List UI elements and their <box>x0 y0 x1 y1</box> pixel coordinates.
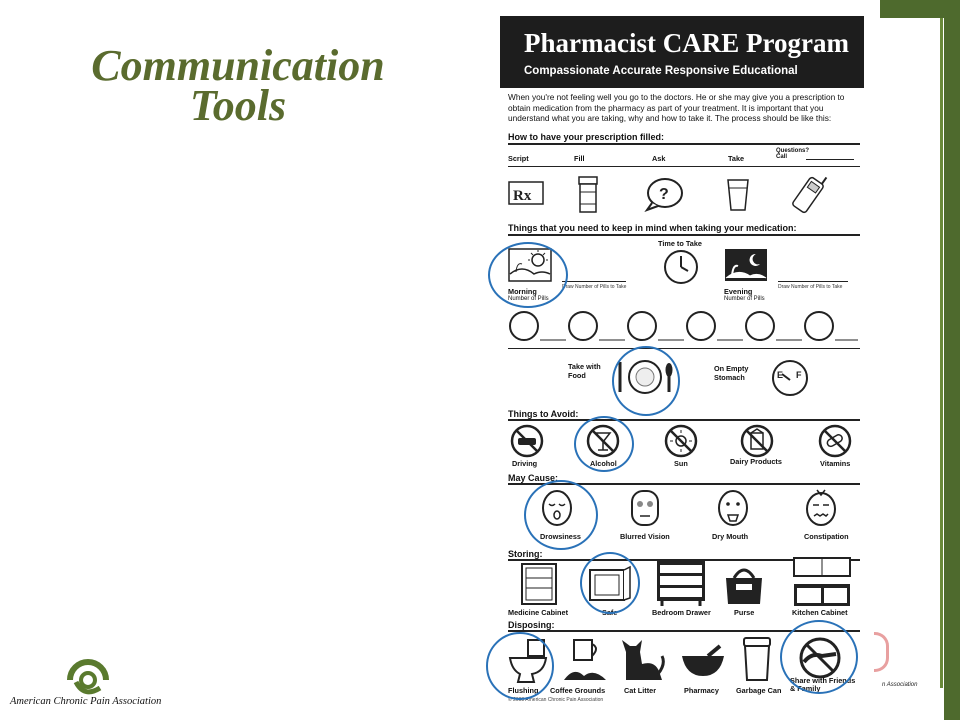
cause-dry-mouth-label: Dry Mouth <box>712 532 749 541</box>
no-sun-icon <box>664 424 698 458</box>
divider <box>508 166 860 167</box>
store-purse-label: Purse <box>734 608 755 617</box>
section-prescription-heading: How to have your prescription filled: <box>508 132 665 142</box>
section-keep-in-mind-heading: Things that you need to keep in mind when taking your medication: <box>508 223 797 233</box>
time-to-take-label: Time to Take <box>658 239 702 248</box>
step-ask-label: Ask <box>652 154 666 163</box>
garbage-can-icon <box>740 636 774 682</box>
draw-pills-hint: Draw Number of Pills to Take <box>778 284 843 290</box>
dry-mouth-face-icon <box>716 488 750 528</box>
question-bubble-icon <box>644 176 684 212</box>
store-kitchen-label: Kitchen Cabinet <box>792 608 848 617</box>
morning-label: Morning <box>508 287 537 296</box>
highlight-circle-morning <box>488 242 568 308</box>
no-vitamins-icon <box>818 424 852 458</box>
clock-row-icons <box>508 310 860 344</box>
cause-constipation-label: Constipation <box>804 532 849 541</box>
avoid-driving-label: Driving <box>512 459 538 468</box>
acpa-logo-icon <box>60 658 120 698</box>
handout-title: Pharmacist CARE Program <box>524 28 849 58</box>
dispose-garbage-label: Garbage Can <box>736 686 782 695</box>
section-avoid-heading: Things to Avoid: <box>508 409 579 419</box>
phone-icon <box>788 174 828 216</box>
divider <box>508 419 860 421</box>
accent-bar-right <box>944 0 960 720</box>
constipation-face-icon <box>804 488 838 528</box>
blurred-vision-face-icon <box>628 488 662 528</box>
highlight-circle-alcohol <box>574 416 634 472</box>
pill-bottle-icon <box>576 176 600 214</box>
clock-row <box>508 310 860 344</box>
svg-text:?: ? <box>659 186 669 203</box>
slide-title <box>58 41 418 130</box>
partial-logo-icon <box>874 632 889 672</box>
handout-intro: When you're not feeling well you go to the doctors. He or she may give you a prescription to obtain medication from the pharmacy as part of your treatment. It is important that you understand what you are taking, why and how to take it. The process should be like this: <box>508 92 845 123</box>
dispose-coffee-label: Coffee Grounds <box>550 686 606 695</box>
cause-drowsiness-label: Drowsiness <box>540 532 581 541</box>
handout-header <box>500 16 864 88</box>
evening-moon-icon <box>724 248 768 282</box>
dispose-flushing-label: Flushing <box>508 686 539 695</box>
slide-title-line-2: Tools <box>189 81 287 130</box>
coffee-grounds-icon <box>562 636 608 682</box>
section-may-cause-heading: May Cause: <box>508 473 559 483</box>
evening-pills-label: Number of Pills <box>724 296 765 302</box>
no-driving-icon <box>510 424 544 458</box>
store-safe-label: Safe <box>602 608 618 617</box>
avoid-vitamins-label: Vitamins <box>820 459 851 468</box>
dispose-pharmacy-label: Pharmacy <box>684 686 719 695</box>
dispose-share-label: Share with Friends & Family <box>790 676 856 693</box>
evening-label: Evening <box>724 287 753 296</box>
avoid-dairy-label: Dairy Products <box>730 457 782 466</box>
pill-line <box>562 281 626 282</box>
acpa-logo <box>10 658 180 714</box>
step-fill-label: Fill <box>574 154 585 163</box>
divider <box>508 234 860 236</box>
slide-title-line-1: Communication <box>91 41 385 90</box>
highlight-circle-food <box>612 346 680 416</box>
clock-icon <box>662 248 700 286</box>
section-storing-heading: Storing: <box>508 549 543 559</box>
step-call-label: Questions? Call <box>776 148 810 160</box>
step-take-label: Take <box>728 154 745 163</box>
highlight-circle-safe <box>580 552 640 614</box>
divider <box>508 348 860 349</box>
divider <box>508 143 860 145</box>
call-line <box>806 159 854 160</box>
dispose-litter-label: Cat Litter <box>624 686 657 695</box>
svg-text:Rx: Rx <box>513 188 532 204</box>
highlight-circle-flushing <box>486 632 554 700</box>
purse-icon <box>722 562 766 608</box>
svg-text:F: F <box>796 370 802 380</box>
water-glass-icon <box>726 178 750 212</box>
cat-litter-icon <box>618 634 666 682</box>
take-with-food-label: Take with Food <box>568 362 601 380</box>
care-program-handout <box>500 16 864 706</box>
morning-pills-label: Number of Pills <box>508 296 549 302</box>
highlight-circle-sharing <box>780 620 858 694</box>
medicine-cabinet-icon <box>520 562 558 606</box>
avoid-sun-label: Sun <box>674 459 688 468</box>
copyright: © 2008 American Chronic Pain Association <box>508 697 604 703</box>
accent-line <box>940 18 943 688</box>
kitchen-cabinet-icon <box>792 556 852 608</box>
svg-text:E: E <box>777 370 784 380</box>
draw-pills-hint: Draw Number of Pills to Take <box>562 284 627 290</box>
handout-subtitle: Compassionate Accurate Responsive Educational <box>524 65 798 77</box>
bedroom-drawer-icon <box>654 558 708 608</box>
store-drawer-label: Bedroom Drawer <box>652 608 711 617</box>
fuel-gauge-icon <box>768 358 812 398</box>
empty-stomach-label: On Empty Stomach <box>714 364 749 382</box>
prescription-rx-icon <box>508 178 546 208</box>
step-script-label: Script <box>508 154 529 163</box>
store-medicine-cabinet-label: Medicine Cabinet <box>508 608 569 617</box>
avoid-alcohol-label: Alcohol <box>590 459 617 468</box>
pill-line <box>778 281 848 282</box>
highlight-circle-drowsiness <box>524 480 598 550</box>
cause-blurred-label: Blurred Vision <box>620 532 670 541</box>
mortar-pestle-icon <box>680 644 726 680</box>
section-disposing-heading: Disposing: <box>508 620 555 630</box>
logo-text: American Chronic Pain Association <box>10 696 162 707</box>
accent-bar-top <box>880 0 944 18</box>
no-dairy-icon <box>740 424 774 458</box>
partial-logo-text: n Association <box>882 682 918 688</box>
